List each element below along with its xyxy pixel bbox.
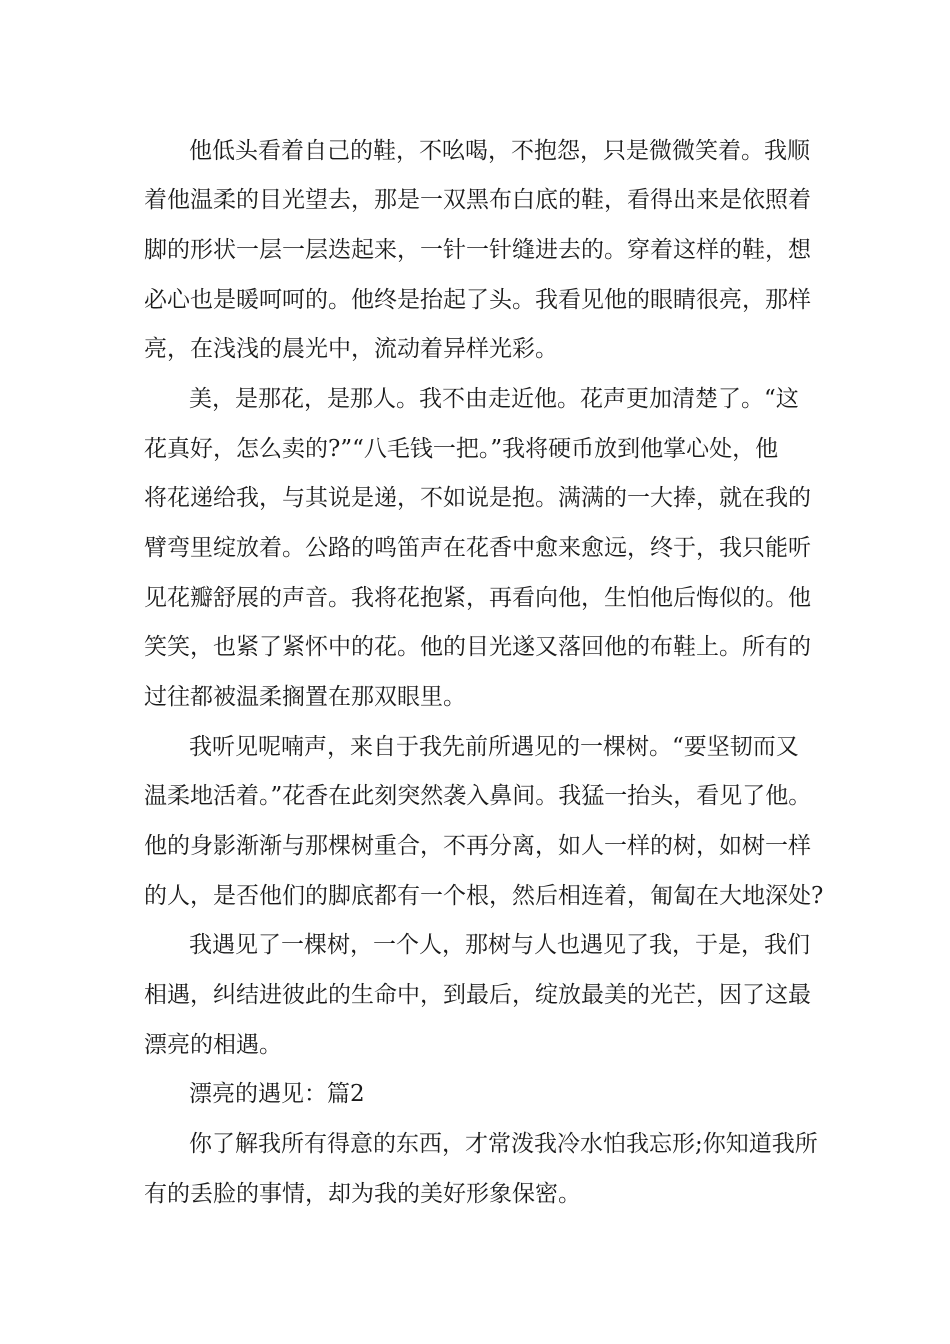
text-line: 花真好，怎么卖的?”“八毛钱一把。”我将硬币放到他掌心处，他 bbox=[144, 436, 779, 462]
text-line: 温柔地活着。”花香在此刻突然袭入鼻间。我猛一抬头，看见了他。 bbox=[144, 783, 812, 809]
text-line: 过往都被温柔搁置在那双眼里。 bbox=[144, 684, 466, 710]
text-line: 脚的形状一层一层迭起来，一针一针缝进去的。穿着这样的鞋，想 bbox=[144, 237, 811, 263]
text-line: 你了解我所有得意的东西，才常泼我冷水怕我忘形;你知道我所 bbox=[189, 1131, 818, 1157]
section-heading: 漂亮的遇见：篇2 bbox=[189, 1081, 365, 1107]
text-line: 有的丢脸的事情，却为我的美好形象保密。 bbox=[144, 1181, 581, 1207]
text-line: 必心也是暖呵呵的。他终是抬起了头。我看见他的眼睛很亮，那样 bbox=[144, 287, 811, 313]
text-line: 着他温柔的目光望去，那是一双黑布白底的鞋，看得出来是依照着 bbox=[144, 187, 811, 213]
text-line: 我遇见了一棵树，一个人，那树与人也遇见了我，于是，我们 bbox=[189, 932, 810, 958]
text-line: 漂亮的相遇。 bbox=[144, 1032, 282, 1058]
text-line: 他的身影渐渐与那棵树重合，不再分离，如人一样的树，如树一样 bbox=[144, 833, 811, 859]
text-line: 相遇，纠结进彼此的生命中，到最后，绽放最美的光芒，因了这最 bbox=[144, 982, 811, 1008]
text-line: 我听见呢喃声，来自于我先前所遇见的一棵树。“要坚韧而又 bbox=[189, 734, 799, 760]
text-line: 美，是那花，是那人。我不由走近他。花声更加清楚了。“这 bbox=[189, 386, 799, 412]
text-line: 他低头看着自己的鞋，不吆喝，不抱怨，只是微微笑着。我顺 bbox=[189, 138, 810, 164]
text-line: 将花递给我，与其说是递，不如说是抱。满满的一大捧，就在我的 bbox=[144, 485, 811, 511]
text-line: 笑笑，也紧了紧怀中的花。他的目光遂又落回他的布鞋上。所有的 bbox=[144, 634, 811, 660]
text-line: 亮，在浅浅的晨光中，流动着异样光彩。 bbox=[144, 336, 558, 362]
text-line: 的人，是否他们的脚底都有一个根，然后相连着，匍匐在大地深处? bbox=[144, 883, 824, 909]
text-line: 臂弯里绽放着。公路的鸣笛声在花香中愈来愈远，终于，我只能听 bbox=[144, 535, 811, 561]
text-line: 见花瓣舒展的声音。我将花抱紧，再看向他，生怕他后悔似的。他 bbox=[144, 585, 811, 611]
